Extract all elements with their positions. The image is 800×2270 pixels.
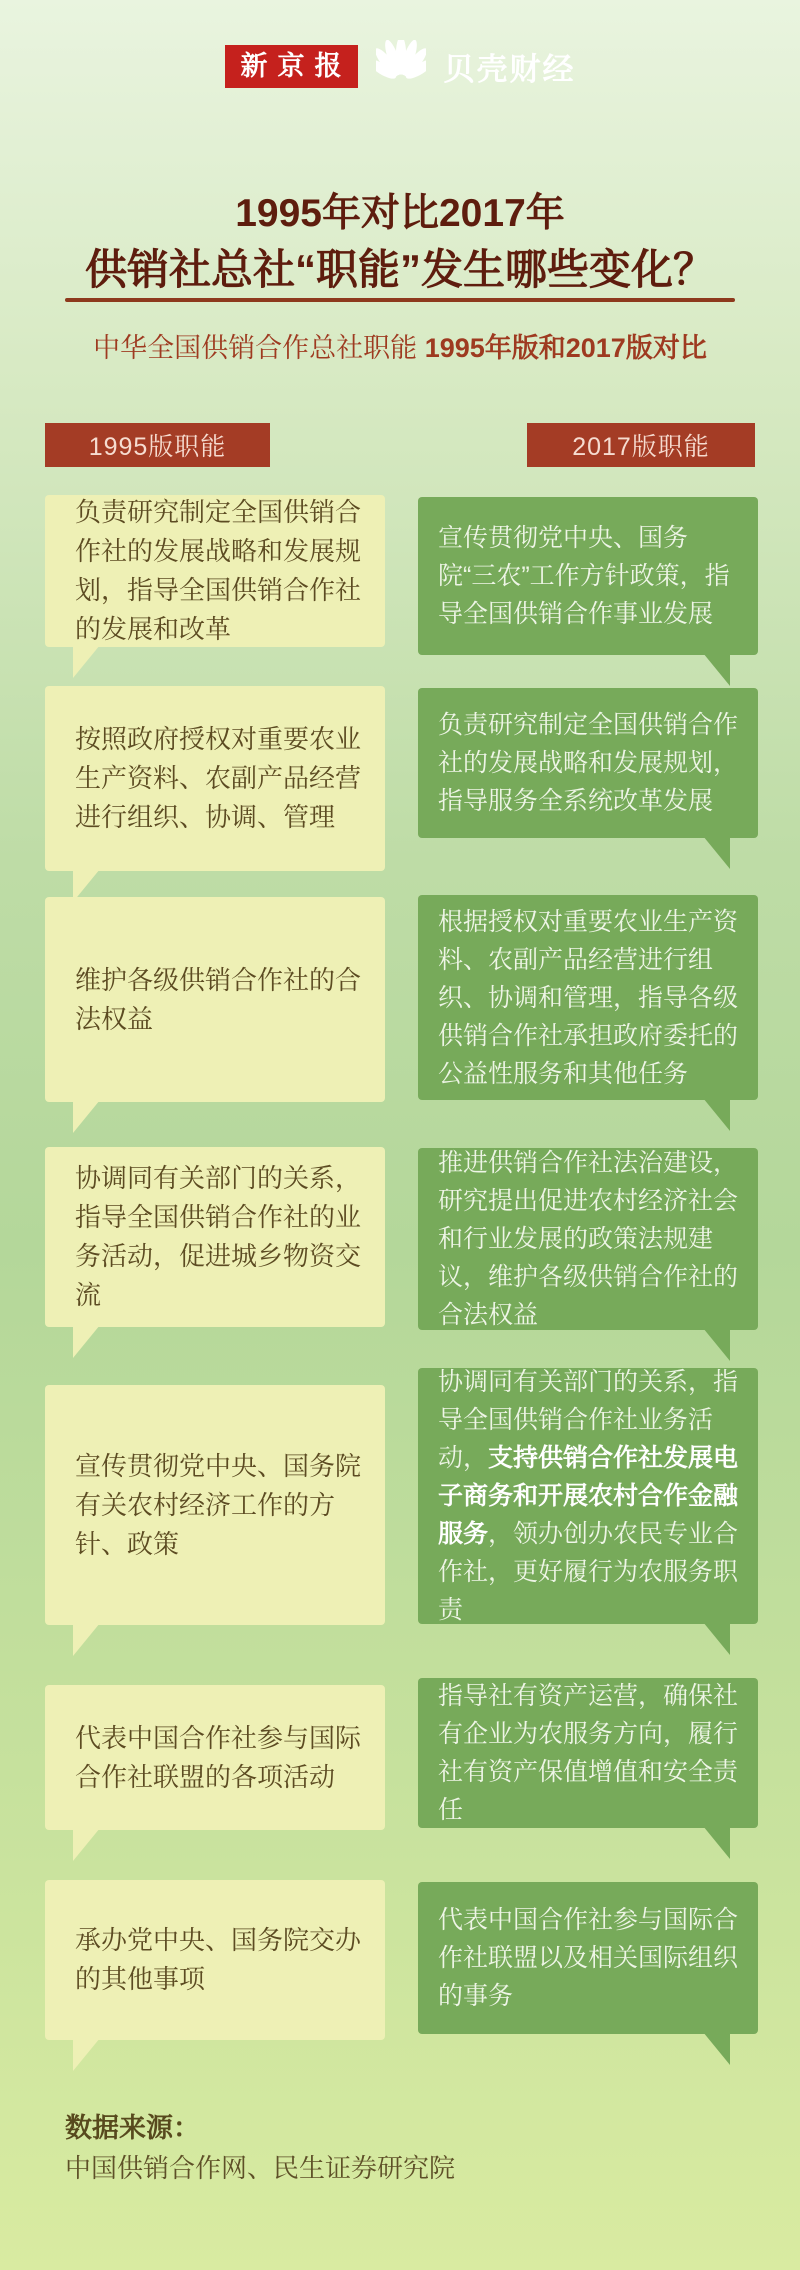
subtitle-normal: 中华全国供销合作总社职能: [93, 333, 425, 363]
bubble-2017-row3: [418, 895, 758, 1100]
data-source-label: 数据来源：: [65, 2113, 200, 2143]
page-title-line1: 1995年对比2017年: [235, 192, 565, 235]
bubble-1995-row3: [45, 897, 385, 1102]
bubble-1995-row7: [45, 1880, 385, 2040]
bubble-text: 协调同有关部门的关系，指导全国供销合作社的业务活动，促进城乡物资交流: [75, 1163, 362, 1310]
bubble-1995-row6: [45, 1685, 385, 1830]
bubble-text: 负责研究制定全国供销合作社的发展战略和发展规划，指导服务全系统改革发展: [438, 711, 739, 815]
xinjingbao-logo: 新京报: [225, 45, 358, 88]
shell-icon: [376, 40, 426, 92]
page-title-line2: 供销社总社“职能”发生哪些变化？: [84, 246, 715, 293]
header-banner: [0, 40, 800, 92]
bubble-text: 协调同有关部门的关系，指导全国供销合作社业务活动，支持供销合作社发展电子商务和开展农村合作金融服务，领办创办农民专业合作社，更好履行为农服务职责: [438, 1368, 739, 1624]
bubble-text: 指导社有资产运营，确保社有企业为农服务方向，履行社有资产保值增值和安全责任: [438, 1682, 739, 1824]
bubble-text: 推进供销合作社法治建设，研究提出促进农村经济社会和行业发展的政策法规建议，维护各级供销合作社的合法权益: [438, 1149, 739, 1329]
bubble-1995-row5: [45, 1385, 385, 1625]
data-source-text: 中国供销合作网、民生证券研究院: [65, 2153, 456, 2183]
bubble-2017-row5: [418, 1368, 758, 1624]
bubble-text: 按照政府授权对重要农业生产资料、农副产品经营进行组织、协调、管理: [75, 724, 362, 832]
column-header-1995: 1995版职能: [45, 423, 270, 467]
bubble-2017-row4: [418, 1148, 758, 1330]
bubble-2017-row6: [418, 1678, 758, 1828]
bubble-2017-row2: [418, 688, 758, 838]
page-subtitle: [0, 326, 800, 365]
bubble-1995-row4: [45, 1147, 385, 1327]
bubble-2017-row1: [418, 497, 758, 655]
bubble-text: 宣传贯彻党中央、国务院“三农”工作方针政策，指导全国供销合作事业发展: [438, 524, 730, 628]
column-header-2017: 2017版职能: [527, 423, 755, 467]
bubble-1995-row2: [45, 686, 385, 871]
bubble-text: 根据授权对重要农业生产资料、农副产品经营进行组织、协调和管理，指导各级供销合作社承担政府委托的公益性服务和其他任务: [438, 907, 739, 1088]
bubble-text: 代表中国合作社参与国际合作社联盟的各项活动: [75, 1722, 362, 1792]
bubble-text: 宣传贯彻党中央、国务院有关农村经济工作的方针、政策: [75, 1450, 362, 1559]
bubble-text: 承办党中央、国务院交办的其他事项: [75, 1925, 362, 1994]
subtitle-bold: 1995年版和2017版对比: [424, 333, 707, 363]
bubble-text: 代表中国合作社参与国际合作社联盟以及相关国际组织的事务: [438, 1906, 739, 2010]
title-divider: [65, 298, 735, 302]
beike-finance-logo: 贝壳财经: [443, 51, 576, 87]
bubble-1995-row1: [45, 495, 385, 647]
bubble-text: 维护各级供销合作社的合法权益: [75, 964, 362, 1034]
bubble-text: 负责研究制定全国供销合作社的发展战略和发展规划，指导全国供销合作社的发展和改革: [75, 497, 362, 644]
bubble-2017-row7: [418, 1882, 758, 2034]
